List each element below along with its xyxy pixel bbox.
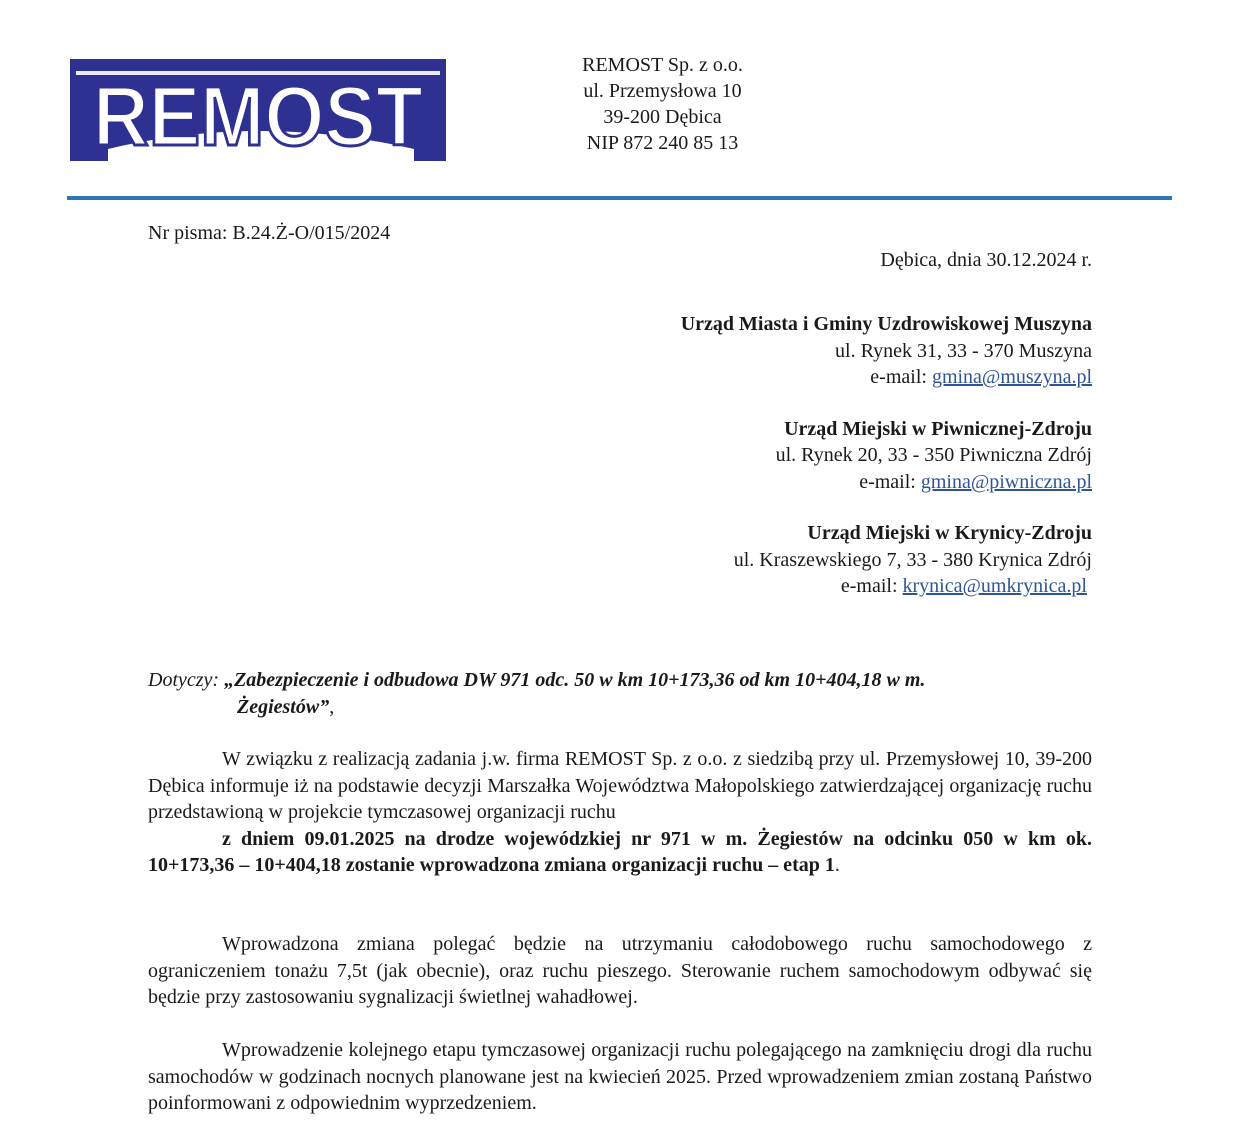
subject-title-1: „Zabezpieczenie i odbudowa DW 971 odc. 50 w km 10+173,36 od km 10+404,18 w m. — [224, 669, 926, 691]
recipient-piwniczna — [492, 416, 1092, 496]
email-label: e-mail: — [840, 575, 903, 597]
letter-date: Dębica, dnia 30.12.2024 r. — [880, 249, 1092, 271]
header-divider — [67, 196, 1172, 200]
recipient-email-link[interactable]: gmina@piwniczna.pl — [920, 470, 1092, 493]
email-label: e-mail: — [859, 470, 921, 493]
subject-line-2 — [148, 694, 1092, 721]
body-paragraph-1 — [148, 746, 1092, 879]
letter-subject — [148, 667, 1092, 720]
recipients-block — [492, 311, 1092, 625]
company-info — [470, 52, 855, 156]
company-city: 39-200 Dębica — [603, 106, 722, 128]
email-label: e-mail: — [870, 366, 932, 388]
body-paragraph-2: Wprowadzona zmiana polegać będzie na utrzymaniu całodobowego ruchu samochodowego z ograniczeniem tonażu 7,5t (jak obecnie), oraz ruchu pieszego. Sterowanie ruchem samochodowym odbywać się będzie przy zastosowaniu sygnalizacji świetlnej wahadłowej. — [148, 933, 1092, 1008]
subject-line-1 — [148, 667, 1092, 694]
recipient-muszyna — [492, 311, 1092, 391]
recipient-address: ul. Rynek 20, 33 - 350 Piwniczna Zdrój — [775, 444, 1092, 466]
body-paragraph-3: Wprowadzenie kolejnego etapu tymczasowej organizacji ruchu polegającego na zamknięciu drogi dla ruchu samochodów w godzinach nocnych planowane jest na kwiecień 2025. Przed wprowadzeniem zmian zostaną Państwo poinformowani z odpowiednim wyprzedzeniem. — [148, 1039, 1092, 1114]
subject-label: Dotyczy: — [148, 669, 220, 691]
recipient-name: Urząd Miasta i Gminy Uzdrowiskowej Muszyna — [680, 313, 1092, 335]
company-name: REMOST Sp. z o.o. — [582, 54, 743, 76]
remost-logo — [68, 53, 448, 165]
paragraph-1-bold-wrap — [148, 826, 1092, 879]
paragraph-1-bold-suffix: . — [834, 854, 840, 876]
paragraph-1-text: W związku z realizacją zadania j.w. firma REMOST Sp. z o.o. z siedzibą przy ul. Przemysłowej 10, 39-200 Dębica informuje iż na podstawie decyzji Marszałka Województwa Małopolskiego zatwierdzającej organizację ruchu przedstawioną w projekcie tymczasowej organizacji ruchu — [148, 748, 1092, 823]
recipient-name: Urząd Miejski w Piwnicznej-Zdroju — [784, 417, 1092, 440]
recipient-address: ul. Kraszewskiego 7, 33 - 380 Krynica Zdrój — [733, 548, 1092, 571]
recipient-email-line — [492, 469, 1092, 496]
letter-reference: Nr pisma: B.24.Ż-O/015/2024 — [148, 222, 391, 244]
recipient-krynica — [492, 520, 1092, 600]
recipient-email-line — [492, 573, 1087, 600]
paragraph-1-bold: z dniem 09.01.2025 na drodze wojewódzkiej nr 971 w m. Żegiestów na odcinku 050 w km ok. 10+173,36 – 10+404,18 zostanie wprowadzona zmiana organizacji ruchu – etap 1 — [148, 827, 1092, 876]
company-street: ul. Przemysłowa 10 — [583, 80, 742, 102]
recipient-name: Urząd Miejski w Krynicy-Zdroju — [807, 522, 1092, 544]
recipient-address: ul. Rynek 31, 33 - 370 Muszyna — [835, 339, 1092, 362]
company-nip: NIP 872 240 85 13 — [586, 132, 739, 154]
recipient-email-link[interactable]: gmina@muszyna.pl — [931, 366, 1092, 388]
recipient-email-line — [492, 364, 1092, 391]
subject-suffix: , — [329, 695, 335, 718]
subject-title-2: Żegiestów” — [237, 695, 330, 718]
recipient-email-link[interactable]: krynica@umkrynica.pl — [902, 575, 1087, 597]
logo-text: REMOST — [93, 69, 423, 163]
